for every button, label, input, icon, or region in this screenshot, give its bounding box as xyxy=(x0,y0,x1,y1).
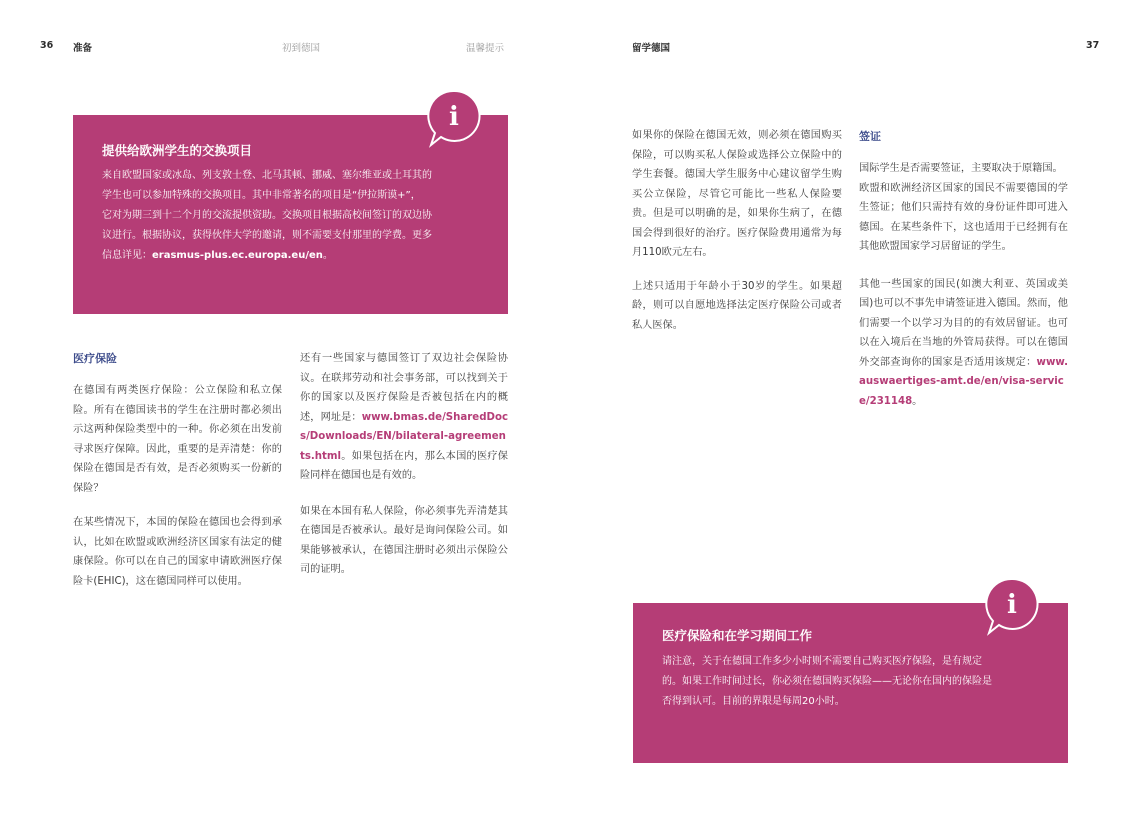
info-box-title: 提供给欧洲学生的交换项目 xyxy=(102,143,253,158)
erasmus-link[interactable]: erasmus-plus.ec.europa.eu/en xyxy=(152,250,323,261)
paragraph: 上述只适用于年龄小于30岁的学生。如果超龄，则可以自愿地选择法定医疗保险公司或者私人医保。 xyxy=(632,280,842,331)
info-icon xyxy=(427,89,481,149)
heading-health-insurance: 医疗保险 xyxy=(73,352,117,365)
bilateral-column xyxy=(300,349,508,593)
page-number-left: 36 xyxy=(40,40,54,51)
paragraph: 欧盟和欧洲经济区国家的国民不需要德国的学生签证；他们只需持有效的身份证件即可进入德国。在某些条件下，这也适用于已经拥有在其他欧盟国家学习居留证的学生。 xyxy=(859,182,1068,252)
info-box-line-3: 否得到认可。目前的界限是每周20小时。 xyxy=(662,696,845,707)
paragraph: 如果你的保险在德国无效，则必须在德国购买保险，可以购买私人保险或选择公立保险中的学生套餐。德国大学生服务中心建议留学生购买公立保险，尽管它可能比一些私人保险要贵。但是可以明确的是，如果你生病了，在德国会得到很好的治疗。医疗保险费用通常为每月110欧元左右。 xyxy=(632,130,842,258)
page-number-right: 37 xyxy=(1086,40,1100,51)
info-box-title: 医疗保险和在学习期间工作 xyxy=(662,628,813,643)
section-title-right: 留学德国 xyxy=(632,43,671,54)
info-box-line-2: 的。如果工作时间过长，你必须在德国购买保险——无论你在国内的保险是 xyxy=(662,676,992,687)
info-box-line-2: 学生也可以参加特殊的交换项目。其中非常著名的项目是“伊拉斯谟+”， xyxy=(102,190,421,201)
header-mid: 初到德国 xyxy=(282,43,321,54)
health-insurance-column xyxy=(73,350,282,604)
svg-text:i: i xyxy=(449,102,459,132)
info-box-line-1: 请注意，关于在德国工作多少小时则不需要自己购买医疗保险，是有规定 xyxy=(662,656,982,667)
info-box-line-3: 它对为期三到十二个月的交流提供资助。交换项目根据高校间签订的双边协 xyxy=(102,210,432,221)
paragraph: 在某些情况下，本国的保险在德国也会得到承认，比如在欧盟或欧洲经济区国家有法定的健康保险。你可以在自己的国家申请欧洲医疗保险卡(EHIC)，这在德国同样可以使用。 xyxy=(73,517,282,587)
svg-text:i: i xyxy=(1007,590,1017,620)
header-right: 温馨提示 xyxy=(466,43,505,54)
paragraph: 在德国有两类医疗保险：公立保险和私立保险。所有在德国读书的学生在注册时都必须出示这两种保险类型中的一种。你必须在出发前寻求医疗保障。因此，重要的是弄清楚：你的保险在德国是否有效，是否必须购买一份新的保险？ xyxy=(73,385,282,494)
info-box-line-1: 来自欧盟国家或冰岛、列支敦士登、北马其顿、挪威、塞尔维亚或土耳其的 xyxy=(102,170,432,181)
visa-column xyxy=(859,128,1068,424)
insurance-purchase-column xyxy=(632,126,842,348)
info-box-line-4: 议进行。根据协议，获得伙伴大学的邀请，则不需要支付那里的学费。更多 xyxy=(102,230,432,241)
heading-visa: 签证 xyxy=(859,130,881,143)
bmas-link[interactable]: www.bmas.de/SharedDocs/Downloads/EN/bilateral-agreements.html xyxy=(300,411,508,462)
paragraph: 其他一些国家的国民(如澳大利亚、英国或美国)也可以不事先申请签证进入德国。然而，他们需要一个以学习为目的的有效居留证。也可以在入境后在当地的外管局获得。可以在德国外交部查询你的国家是否适用该规定：www.auswaertiges-amt.de/en/visa-service/231148。 xyxy=(859,278,1068,407)
paragraph: 如果在本国有私人保险，你必须事先弄清楚其在德国是否被承认。最好是询问保险公司。如果能够被承认，在德国注册时必须出示保险公司的证明。 xyxy=(300,505,508,575)
paragraph: 国际学生是否需要签证，主要取决于原籍国。 xyxy=(859,163,1063,174)
info-box-line-5: 信息详见：erasmus-plus.ec.europa.eu/en。 xyxy=(102,250,333,261)
info-icon xyxy=(985,577,1039,637)
section-title-left: 准备 xyxy=(73,43,93,54)
paragraph: 还有一些国家与德国签订了双边社会保险协议。在联邦劳动和社会事务部，可以找到关于你的国家以及医疗保险是否被包括在内的概述，网址是：www.bmas.de/SharedDocs/Downloads/EN/bilateral-agreements.html。如果包括在内，那么本国的医疗保险同样在德国也是有效的。 xyxy=(300,353,508,481)
auswaertiges-amt-link[interactable]: www.auswaertiges-amt.de/en/visa-service/231148 xyxy=(859,356,1068,407)
